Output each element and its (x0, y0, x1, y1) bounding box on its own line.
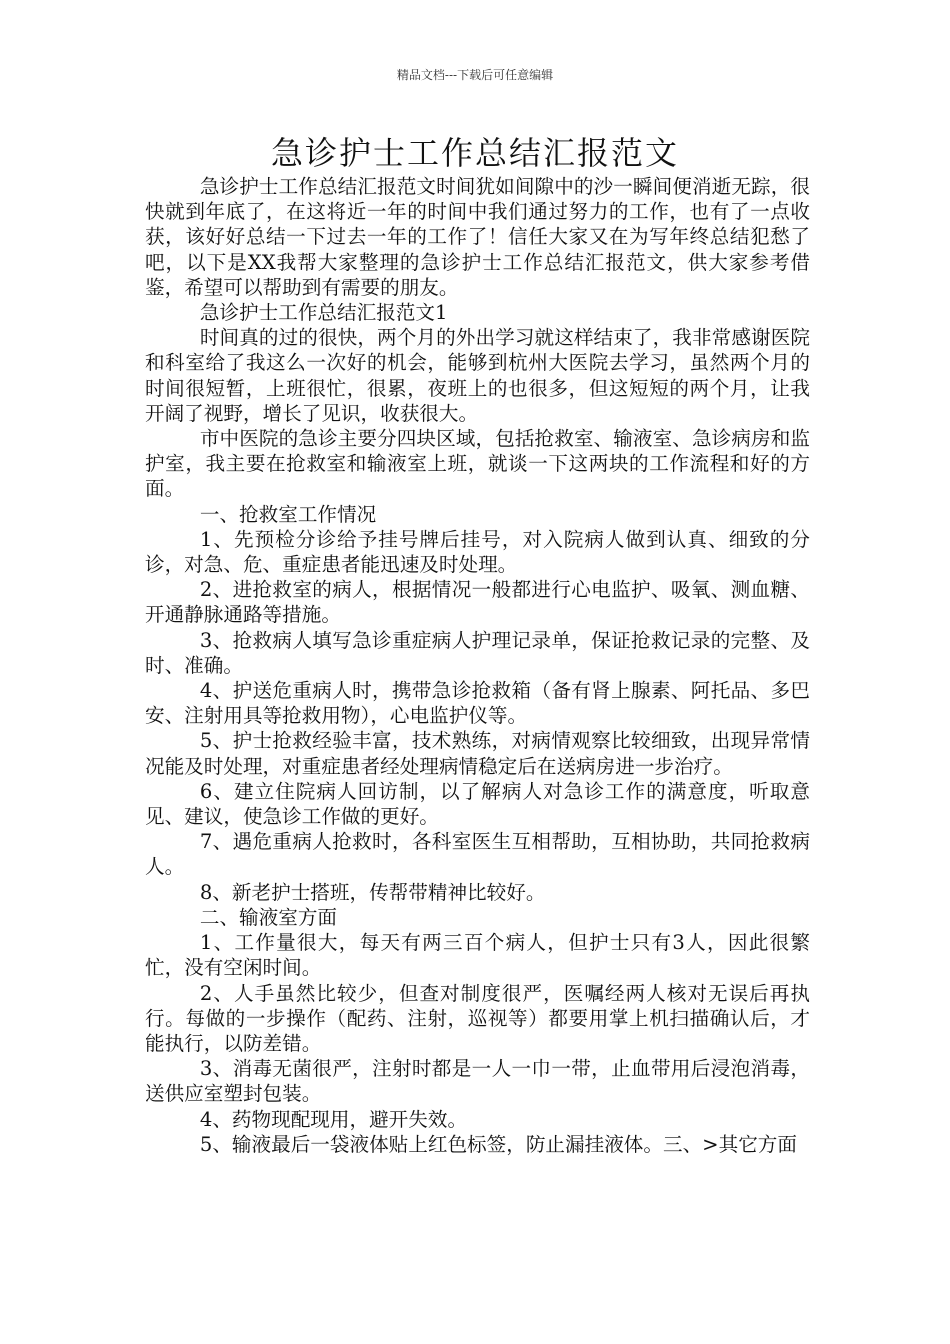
paragraph: 1、先预检分诊给予挂号牌后挂号，对入院病人做到认真、细致的分诊，对急、危、重症患者能迅速及时处理。 (145, 527, 810, 577)
paragraph: 8、新老护士搭班，传帮带精神比较好。 (199, 880, 546, 904)
paragraph: 3、抢救病人填写急诊重症病人护理记录单，保证抢救记录的完整、及时、准确。 (145, 628, 810, 677)
paragraph: 7、遇危重病人抢救时，各科室医生互相帮助，互相协助，共同抢救病人。 (145, 830, 810, 879)
paragraph: 4、护送危重病人时，携带急诊抢救箱（备有肾上腺素、阿托品、多巴安、注射用具等抢救用物），心电监护仪等。 (145, 679, 810, 728)
paragraph: 市中医院的急诊主要分四块区域，包括抢救室、输液室、急诊病房和监护室，我主要在抢救室和输液室上班，就谈一下这两块的工作流程和好的方面。 (145, 427, 810, 501)
paragraph: 时间真的过的很快，两个月的外出学习就这样结束了，我非常感谢医院和科室给了我这么一次好的机会，能够到杭州大医院去学习，虽然两个月的时间很短暂，上班很忙，很累，夜班上的也很多，但这短短的两个月，让我开阔了视野，增长了见识，收获很大。 (145, 326, 810, 425)
paragraph: 急诊护士工作总结汇报范文1 (199, 301, 448, 325)
paragraph: 5、输液最后一袋液体贴上红色标签，防止漏挂液体。三、>其它方面 (199, 1132, 797, 1156)
paragraph: 2、进抢救室的病人，根据情况一般都进行心电监护、吸氧、测血糖、开通静脉通路等措施。 (145, 578, 810, 627)
paragraph: 3、消毒无菌很严，注射时都是一人一巾一带，止血带用后浸泡消毒，送供应室塑封包装。 (145, 1057, 810, 1106)
paragraph: 6、建立住院病人回访制，以了解病人对急诊工作的满意度，听取意见、建议，使急诊工作做的更好。 (145, 779, 810, 829)
paragraph: 4、药物现配现用，避开失效。 (199, 1107, 468, 1131)
paragraph: 5、护士抢救经验丰富，技术熟练，对病情观察比较细致，出现异常情况能及时处理，对重症患者经处理病情稳定后在送病房进一步治疗。 (145, 729, 810, 778)
document-body (145, 174, 810, 1157)
paragraph: 1、工作量很大，每天有两三百个病人，但护士只有3人，因此很繁忙，没有空闲时间。 (145, 931, 810, 980)
paragraph: 2、人手虽然比较少，但查对制度很严，医嘱经两人核对无误后再执行。每做的一步操作（配药、注射，巡视等）都要用掌上机扫描确认后，才能执行，以防差错。 (145, 981, 810, 1055)
section-heading: 一、抢救室工作情况 (199, 502, 377, 526)
section-heading: 二、输液室方面 (199, 905, 338, 929)
document-title: 急诊护士工作总结汇报范文 (270, 134, 679, 172)
paragraph: 急诊护士工作总结汇报范文时间犹如间隙中的沙一瞬间便消逝无踪，很快就到年底了，在这将近一年的时间中我们通过努力的工作，也有了一点收获，该好好总结一下过去一年的工作了！信任大家又在为写年终总结犯愁了吧，以下是XX我帮大家整理的急诊护士工作总结汇报范文，供大家参考借鉴，希望可以帮助到有需要的朋友。 (145, 175, 810, 299)
header-note: 精品文档---下载后可任意编辑 (396, 68, 554, 82)
